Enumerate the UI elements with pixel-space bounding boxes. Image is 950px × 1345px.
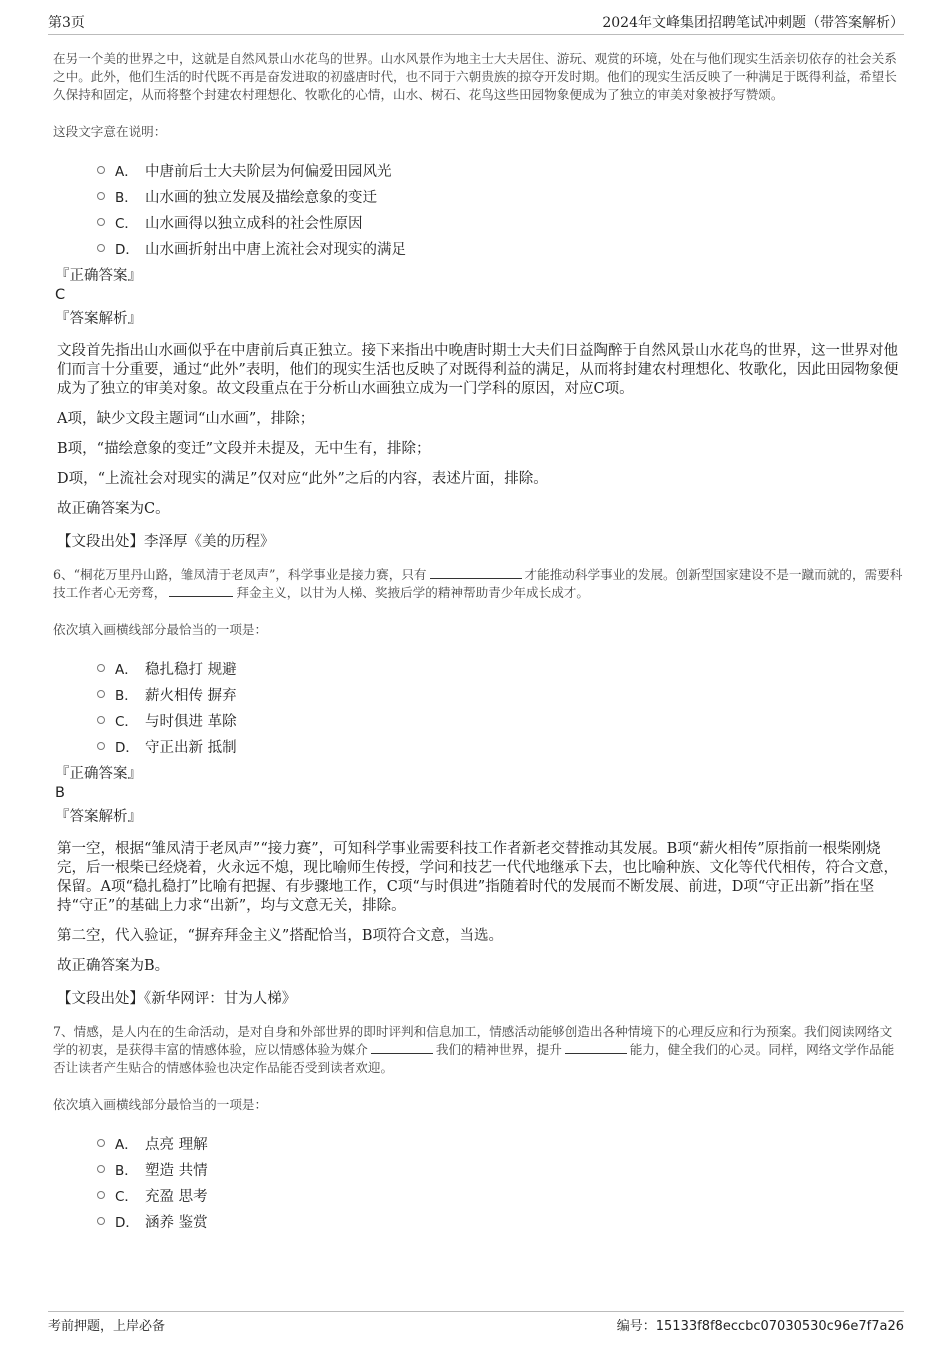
q5-analysis-label: 『答案解析』 (55, 311, 142, 327)
radio-icon[interactable] (97, 218, 105, 226)
q7-option-a[interactable]: A． 点亮 理解 (97, 1130, 903, 1156)
q5-options (97, 157, 903, 261)
radio-icon[interactable] (97, 244, 105, 252)
q5-answer: C (55, 287, 66, 303)
question-5 (53, 50, 903, 552)
q7-prompt: 依次填入画横线部分最恰当的一项是： (53, 1097, 268, 1112)
q6-analysis-1: 第一空，根据“雏凤清于老凤声”“接力赛”，可知科学事业需要科技工作者新老交替推动其发展。B项“薪火相传”原指前一根柴刚烧完，后一根柴已经烧着，火永远不熄，现比喻师生传授，学问和技艺一代代地继承下去，也比喻种族、文化等代代相传，符合文意，保留。A项“稳扎稳打”比喻有把握、有步骤地工作，C项“与时俱进”指随着时代的发展而不断发展、前进，D项“守正出新”指在坚持“守正”的基础上力求“出新”，均与文意无关，排除。 (57, 841, 898, 914)
page-content (53, 50, 903, 1234)
document-code: 编号：15133f8f8eccbc07030530c96e7f7a26 (616, 1319, 904, 1334)
question-6 (53, 566, 903, 1009)
q6-option-d[interactable]: D． 守正出新 抵制 (97, 733, 903, 759)
radio-icon[interactable] (97, 1139, 105, 1147)
radio-icon[interactable] (97, 742, 105, 750)
q6-text: 6、“桐花万里丹山路，雏凤清于老凤声”，科学事业是接力赛，只有 才能推动科学事业的发展。创新型国家建设不是一蹴而就的，需要科技工作者心无旁骛， 拜金主义，以甘为人梯、奖掖后学的精神帮助青少年成长成才。 (53, 567, 903, 600)
q6-analysis-label: 『答案解析』 (55, 809, 142, 825)
q7-options (97, 1130, 903, 1234)
q6-answer: B (55, 785, 65, 801)
q5-option-d[interactable]: D． 山水画折射出中唐上流社会对现实的满足 (97, 235, 903, 261)
radio-icon[interactable] (97, 1191, 105, 1199)
radio-icon[interactable] (97, 1165, 105, 1173)
q5-option-a[interactable]: A． 中唐前后士大夫阶层为何偏爱田园风光 (97, 157, 903, 183)
q5-analysis-5: 故正确答案为C。 (57, 501, 170, 517)
q6-blank-2 (169, 584, 233, 597)
q5-option-c[interactable]: C． 山水画得以独立成科的社会性原因 (97, 209, 903, 235)
q6-options (97, 655, 903, 759)
q5-analysis-2: A项，缺少文段主题词“山水画”，排除； (57, 411, 315, 427)
page-number: 第3页 (48, 15, 85, 31)
radio-icon[interactable] (97, 716, 105, 724)
q5-analysis-3: B项，“描绘意象的变迁”文段并未提及，无中生有，排除； (57, 441, 431, 457)
q6-source: 【文段出处】《新华网评：甘为人梯》 (57, 991, 297, 1007)
q7-blank-1 (371, 1041, 433, 1054)
radio-icon[interactable] (97, 1217, 105, 1225)
q7-option-c[interactable]: C． 充盈 思考 (97, 1182, 903, 1208)
q5-prompt: 这段文字意在说明： (53, 124, 167, 139)
radio-icon[interactable] (97, 192, 105, 200)
q5-source: 【文段出处】李泽厚《美的历程》 (57, 534, 275, 550)
q6-blank-1 (430, 566, 522, 579)
footer-slogan: 考前押题，上岸必备 (48, 1319, 166, 1334)
q7-option-d[interactable]: D． 涵养 鉴赏 (97, 1208, 903, 1234)
q5-analysis-1: 文段首先指出山水画似乎在中唐前后真正独立。接下来指出中晚唐时期士大夫们日益陶醉于自然风景山水花鸟的世界，这一世界对他们而言十分重要，通过“此外”表明，他们的现实生活也反映了对既得利益的满足，从而将封建农村理想化、牧歌化，因此田园物象便成为了独立的审美对象。故文段重点在于分析山水画独立成为一门学科的原因，对应C项。 (57, 343, 899, 397)
q6-option-c[interactable]: C． 与时俱进 革除 (97, 707, 903, 733)
question-7 (53, 1023, 903, 1234)
q5-analysis-4: D项，“上流社会对现实的满足”仅对应“此外”之后的内容，表述片面，排除。 (57, 471, 548, 487)
radio-icon[interactable] (97, 664, 105, 672)
radio-icon[interactable] (97, 690, 105, 698)
q6-analysis-2: 第二空，代入验证，“摒弃拜金主义”搭配恰当，B项符合文意，当选。 (57, 928, 503, 944)
q7-text: 7、情感，是人内在的生命活动，是对自身和外部世界的即时评判和信息加工，情感活动能够创造出各种情境下的心理反应和行为预案。我们阅读网络文学的初衷，是获得丰富的情感体验，应以情感体验为媒介 我们的精神世界，提升 能力，健全我们的心灵。同样，网络文学作品能否让读者产生贴合的情感体验也决定作品能否受到读者欢迎。 (53, 1024, 895, 1075)
q5-answer-label: 『正确答案』 (55, 268, 142, 284)
document-title: 2024年文峰集团招聘笔试冲刺题（带答案解析） (602, 15, 904, 31)
q6-prompt: 依次填入画横线部分最恰当的一项是： (53, 622, 268, 637)
page-header (48, 12, 904, 35)
q6-option-a[interactable]: A． 稳扎稳打 规避 (97, 655, 903, 681)
q6-analysis-3: 故正确答案为B。 (57, 958, 170, 974)
q7-blank-2 (565, 1041, 627, 1054)
q7-option-b[interactable]: B． 塑造 共情 (97, 1156, 903, 1182)
radio-icon[interactable] (97, 166, 105, 174)
q5-option-b[interactable]: B． 山水画的独立发展及描绘意象的变迁 (97, 183, 903, 209)
page-footer (48, 1311, 904, 1334)
q6-option-b[interactable]: B． 薪火相传 摒弃 (97, 681, 903, 707)
q6-answer-label: 『正确答案』 (55, 766, 142, 782)
q5-passage: 在另一个美的世界之中，这就是自然风景山水花鸟的世界。山水风景作为地主士大夫居住、游玩、观赏的环境，处在与他们现实生活亲切依存的社会关系之中。此外，他们生活的时代既不再是奋发进取的初盛唐时代，也不同于六朝贵族的掠夺开发时期。他们的现实生活反映了一种满足于既得利益，希望长久保持和固定，从而将整个封建农村理想化、牧歌化的心情，山水、树石、花鸟这些田园物象便成为了独立的审美对象被抒写赞颂。 (53, 51, 897, 102)
